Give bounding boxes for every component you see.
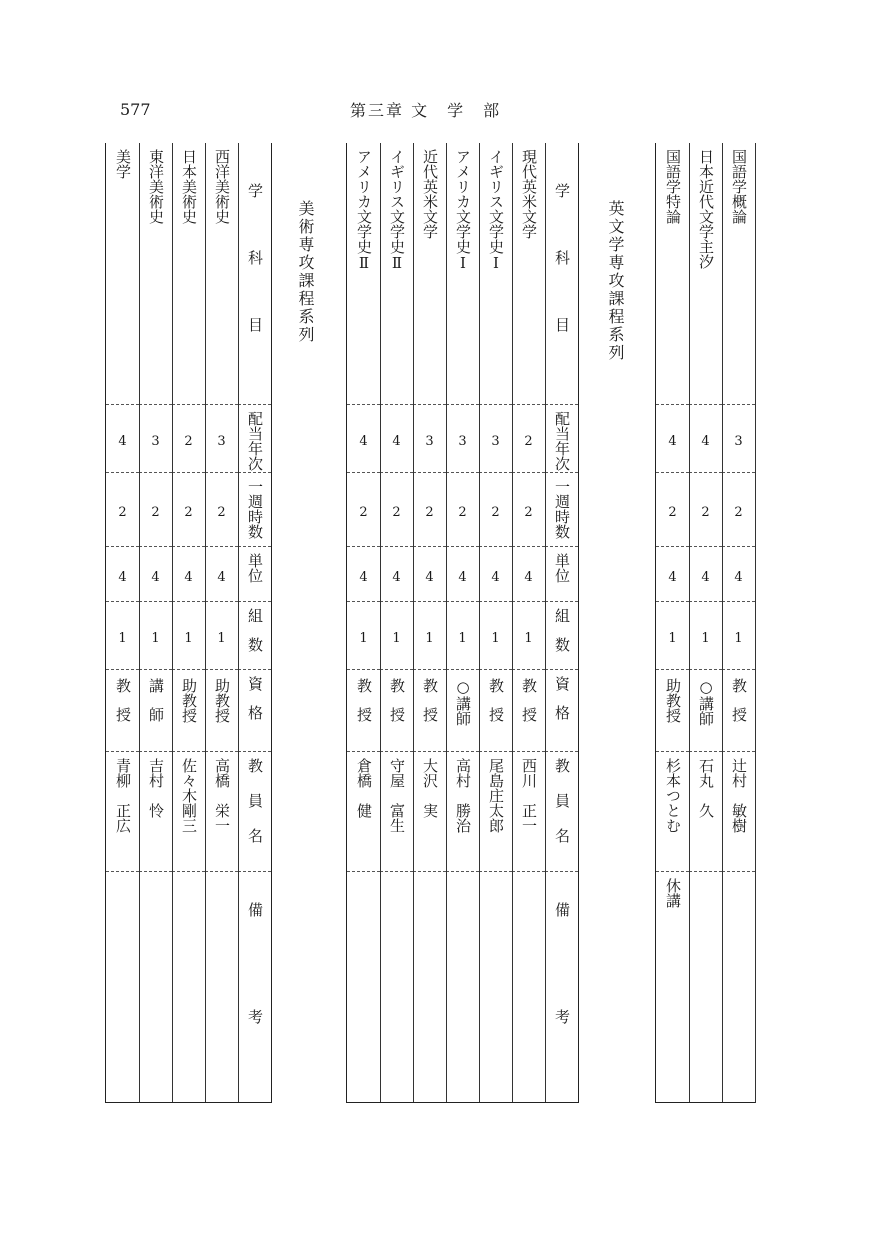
subject-text: アメリカ文学史Ⅰ	[454, 149, 472, 272]
teacher-cell	[205, 752, 238, 872]
header-credits-text: 単位	[246, 553, 264, 583]
hours-cell	[413, 473, 446, 547]
groups-cell	[656, 602, 689, 670]
qualification-text: 教授	[730, 678, 748, 736]
credits-text: 4	[455, 569, 470, 585]
table-row	[722, 143, 756, 1103]
hours-cell	[722, 473, 755, 547]
table-row	[689, 143, 723, 1103]
hours-cell	[172, 473, 205, 547]
teacher-text: 青柳 正広	[114, 758, 132, 833]
credits-cell	[347, 547, 380, 602]
hours-cell	[139, 473, 172, 547]
year-text: 4	[665, 434, 680, 449]
table-row	[446, 143, 480, 1103]
groups-cell	[139, 602, 172, 670]
hours-text: 2	[389, 505, 404, 520]
header-year-text: 配当年次	[246, 411, 264, 471]
qualification-cell	[656, 670, 689, 752]
groups-text: 1	[698, 631, 713, 646]
table-row	[380, 143, 414, 1103]
credits-cell	[380, 547, 413, 602]
year-text: 3	[214, 434, 229, 449]
subject-cell	[479, 143, 512, 405]
groups-text: 1	[455, 631, 470, 646]
teacher-text: 西川 正一	[520, 758, 538, 833]
year-text: 3	[488, 434, 503, 449]
page-number: 577	[120, 100, 151, 119]
qualification-cell	[380, 670, 413, 752]
groups-text: 1	[488, 631, 503, 646]
groups-text: 1	[356, 631, 371, 646]
credits-text: 4	[521, 569, 536, 585]
qualification-cell	[106, 670, 139, 752]
teacher-text: 吉村 怜	[147, 758, 165, 818]
header-qualification-cell	[545, 670, 578, 752]
subject-text: 日本近代文学主汐	[697, 149, 715, 269]
credits-text: 4	[181, 569, 196, 585]
teacher-text: 杉本つとむ	[664, 758, 682, 833]
remarks-cell	[446, 872, 479, 1103]
year-text: 4	[698, 434, 713, 449]
qualification-text: 教授	[114, 678, 132, 736]
course-table-1	[655, 143, 755, 1103]
teacher-text: 高橋 栄一	[213, 758, 231, 833]
credits-text: 4	[422, 569, 437, 585]
header-qualification-text: 資格	[246, 676, 264, 734]
subject-cell	[347, 143, 380, 405]
year-cell	[656, 405, 689, 473]
header-year-text: 配当年次	[553, 411, 571, 471]
subject-text: 現代英米文学	[520, 149, 538, 239]
subject-cell	[139, 143, 172, 405]
remarks-cell	[106, 872, 139, 1103]
hours-text: 2	[731, 505, 746, 520]
teacher-text: 高村 勝治	[454, 758, 472, 833]
header-groups-text: 組数	[246, 608, 264, 666]
header-teacher-text: 教員名	[246, 758, 264, 863]
groups-cell	[479, 602, 512, 670]
year-text: 3	[422, 434, 437, 449]
teacher-text: 守屋 富生	[388, 758, 406, 833]
credits-cell	[446, 547, 479, 602]
qualification-text: 教授	[421, 678, 439, 736]
groups-text: 1	[521, 631, 536, 646]
qualification-cell	[722, 670, 755, 752]
credits-text: 4	[488, 569, 503, 585]
credits-text: 4	[115, 569, 130, 585]
subject-text: 西洋美術史	[213, 149, 231, 224]
header-subject-text: 学科目	[553, 183, 571, 384]
subject-text: 国語学概論	[730, 149, 748, 224]
header-credits-cell	[545, 547, 578, 602]
table-row	[139, 143, 173, 1103]
teacher-cell	[512, 752, 545, 872]
header-subject-cell	[238, 143, 271, 405]
credits-cell	[656, 547, 689, 602]
qualification-text: 助教授	[213, 678, 231, 723]
groups-cell	[722, 602, 755, 670]
remarks-cell	[205, 872, 238, 1103]
remarks-cell	[689, 872, 722, 1103]
qualification-text: ○講師	[454, 678, 472, 726]
year-text: 3	[148, 434, 163, 449]
subject-text: 近代英米文学	[421, 149, 439, 239]
header-hours-cell	[238, 473, 271, 547]
teacher-cell	[413, 752, 446, 872]
header-year-cell	[545, 405, 578, 473]
year-cell	[139, 405, 172, 473]
credits-text: 4	[389, 569, 404, 585]
teacher-text: 辻村 敏樹	[730, 758, 748, 833]
qualification-text: 講師	[147, 678, 165, 736]
teacher-text: 倉橋 健	[355, 758, 373, 818]
remarks-cell	[722, 872, 755, 1103]
groups-cell	[205, 602, 238, 670]
qualification-text: ○講師	[697, 678, 715, 726]
teacher-cell	[479, 752, 512, 872]
subject-text: イギリス文学史Ⅱ	[388, 149, 406, 272]
year-cell	[347, 405, 380, 473]
subject-cell	[446, 143, 479, 405]
header-remarks-text: 備考	[246, 902, 264, 1116]
year-cell	[479, 405, 512, 473]
header-qualification-text: 資格	[553, 676, 571, 734]
header-hours-text: 一週時数	[553, 479, 571, 539]
credits-text: 4	[665, 569, 680, 585]
subject-cell	[689, 143, 722, 405]
qualification-cell	[347, 670, 380, 752]
subject-text: 美学	[114, 149, 132, 179]
teacher-cell	[656, 752, 689, 872]
subject-cell	[512, 143, 545, 405]
qualification-text: 教授	[520, 678, 538, 736]
table-row	[106, 143, 140, 1103]
hours-text: 2	[665, 505, 680, 520]
year-cell	[172, 405, 205, 473]
teacher-cell	[722, 752, 755, 872]
groups-cell	[380, 602, 413, 670]
teacher-cell	[347, 752, 380, 872]
qualification-cell	[205, 670, 238, 752]
table-row	[656, 143, 690, 1103]
groups-cell	[413, 602, 446, 670]
year-text: 4	[115, 434, 130, 449]
groups-text: 1	[115, 631, 130, 646]
subject-text: 国語学特論	[664, 149, 682, 224]
groups-text: 1	[731, 631, 746, 646]
year-cell	[380, 405, 413, 473]
qualification-text: 教授	[355, 678, 373, 736]
header-teacher-cell	[545, 752, 578, 872]
subject-cell	[656, 143, 689, 405]
hours-cell	[689, 473, 722, 547]
credits-cell	[205, 547, 238, 602]
hours-text: 2	[181, 505, 196, 520]
credits-text: 4	[214, 569, 229, 585]
teacher-text: 佐々木剛三	[180, 758, 198, 833]
header-subject-cell	[545, 143, 578, 405]
groups-text: 1	[665, 631, 680, 646]
remarks-cell	[479, 872, 512, 1103]
hours-text: 2	[356, 505, 371, 520]
year-text: 4	[389, 434, 404, 449]
credits-cell	[172, 547, 205, 602]
groups-text: 1	[422, 631, 437, 646]
year-cell	[689, 405, 722, 473]
groups-text: 1	[214, 631, 229, 646]
year-cell	[446, 405, 479, 473]
hours-text: 2	[214, 505, 229, 520]
credits-text: 4	[731, 569, 746, 585]
qualification-text: 教授	[388, 678, 406, 736]
teacher-cell	[172, 752, 205, 872]
header-year-cell	[238, 405, 271, 473]
teacher-text: 石丸 久	[697, 758, 715, 818]
credits-cell	[479, 547, 512, 602]
year-cell	[106, 405, 139, 473]
header-credits-text: 単位	[553, 553, 571, 583]
remarks-text: 休講	[664, 878, 682, 908]
remarks-cell	[413, 872, 446, 1103]
table-row	[479, 143, 513, 1103]
series-title: 英文学専攻課程系列	[606, 200, 625, 362]
teacher-cell	[689, 752, 722, 872]
course-table-2	[346, 143, 578, 1116]
credits-cell	[139, 547, 172, 602]
header-column	[238, 143, 272, 1116]
qualification-cell	[139, 670, 172, 752]
year-cell	[413, 405, 446, 473]
credits-cell	[689, 547, 722, 602]
qualification-cell	[413, 670, 446, 752]
remarks-cell	[347, 872, 380, 1103]
year-text: 4	[356, 434, 371, 449]
header-groups-text: 組数	[553, 608, 571, 666]
remarks-cell	[656, 872, 689, 1103]
subject-text: イギリス文学史Ⅰ	[487, 149, 505, 272]
header-hours-text: 一週時数	[246, 479, 264, 539]
header-credits-cell	[238, 547, 271, 602]
header-subject-text: 学科目	[246, 183, 264, 384]
teacher-cell	[446, 752, 479, 872]
year-text: 2	[181, 434, 196, 449]
subject-cell	[722, 143, 755, 405]
subject-text: 日本美術史	[180, 149, 198, 224]
credits-cell	[413, 547, 446, 602]
teacher-cell	[380, 752, 413, 872]
table-row	[172, 143, 206, 1103]
header-groups-cell	[545, 602, 578, 670]
header-column	[545, 143, 579, 1116]
subject-cell	[205, 143, 238, 405]
credits-text: 4	[698, 569, 713, 585]
hours-text: 2	[115, 505, 130, 520]
subject-text: アメリカ文学史Ⅱ	[355, 149, 373, 272]
groups-cell	[512, 602, 545, 670]
qualification-cell	[512, 670, 545, 752]
subject-cell	[172, 143, 205, 405]
hours-text: 2	[422, 505, 437, 520]
qualification-cell	[689, 670, 722, 752]
remarks-cell	[380, 872, 413, 1103]
remarks-cell	[139, 872, 172, 1103]
year-cell	[512, 405, 545, 473]
subject-cell	[106, 143, 139, 405]
header-remarks-cell	[238, 872, 271, 1116]
groups-cell	[106, 602, 139, 670]
qualification-cell	[479, 670, 512, 752]
teacher-text: 大沢 実	[421, 758, 439, 818]
groups-cell	[446, 602, 479, 670]
hours-cell	[446, 473, 479, 547]
course-table-3	[105, 143, 271, 1116]
remarks-cell	[512, 872, 545, 1103]
hours-text: 2	[455, 505, 470, 520]
header-teacher-text: 教員名	[553, 758, 571, 863]
teacher-cell	[106, 752, 139, 872]
subject-cell	[413, 143, 446, 405]
table-row	[413, 143, 447, 1103]
hours-cell	[479, 473, 512, 547]
credits-text: 4	[148, 569, 163, 585]
header-hours-cell	[545, 473, 578, 547]
year-text: 3	[455, 434, 470, 449]
year-cell	[205, 405, 238, 473]
hours-text: 2	[698, 505, 713, 520]
qualification-text: 教授	[487, 678, 505, 736]
qualification-cell	[172, 670, 205, 752]
hours-cell	[380, 473, 413, 547]
teacher-text: 尾島庄太郎	[487, 758, 505, 833]
qualification-text: 助教授	[664, 678, 682, 723]
groups-text: 1	[148, 631, 163, 646]
teacher-cell	[139, 752, 172, 872]
header-remarks-text: 備考	[553, 902, 571, 1116]
hours-text: 2	[488, 505, 503, 520]
groups-cell	[689, 602, 722, 670]
hours-text: 2	[148, 505, 163, 520]
groups-cell	[347, 602, 380, 670]
hours-cell	[656, 473, 689, 547]
header-qualification-cell	[238, 670, 271, 752]
hours-text: 2	[521, 505, 536, 520]
credits-text: 4	[356, 569, 371, 585]
year-text: 2	[521, 434, 536, 449]
subject-text: 東洋美術史	[147, 149, 165, 224]
qualification-cell	[446, 670, 479, 752]
table-row	[205, 143, 239, 1103]
year-cell	[722, 405, 755, 473]
remarks-cell	[172, 872, 205, 1103]
hours-cell	[205, 473, 238, 547]
credits-cell	[722, 547, 755, 602]
table-row	[512, 143, 546, 1103]
credits-cell	[512, 547, 545, 602]
hours-cell	[347, 473, 380, 547]
header-remarks-cell	[545, 872, 578, 1116]
subject-cell	[380, 143, 413, 405]
credits-cell	[106, 547, 139, 602]
header-teacher-cell	[238, 752, 271, 872]
year-text: 3	[731, 434, 746, 449]
hours-cell	[512, 473, 545, 547]
running-head: 第三章 文 学 部	[350, 101, 502, 120]
header-groups-cell	[238, 602, 271, 670]
hours-cell	[106, 473, 139, 547]
table-row	[347, 143, 381, 1103]
qualification-text: 助教授	[180, 678, 198, 723]
groups-text: 1	[181, 631, 196, 646]
groups-cell	[172, 602, 205, 670]
series-title: 美術専攻課程系列	[296, 200, 315, 344]
groups-text: 1	[389, 631, 404, 646]
